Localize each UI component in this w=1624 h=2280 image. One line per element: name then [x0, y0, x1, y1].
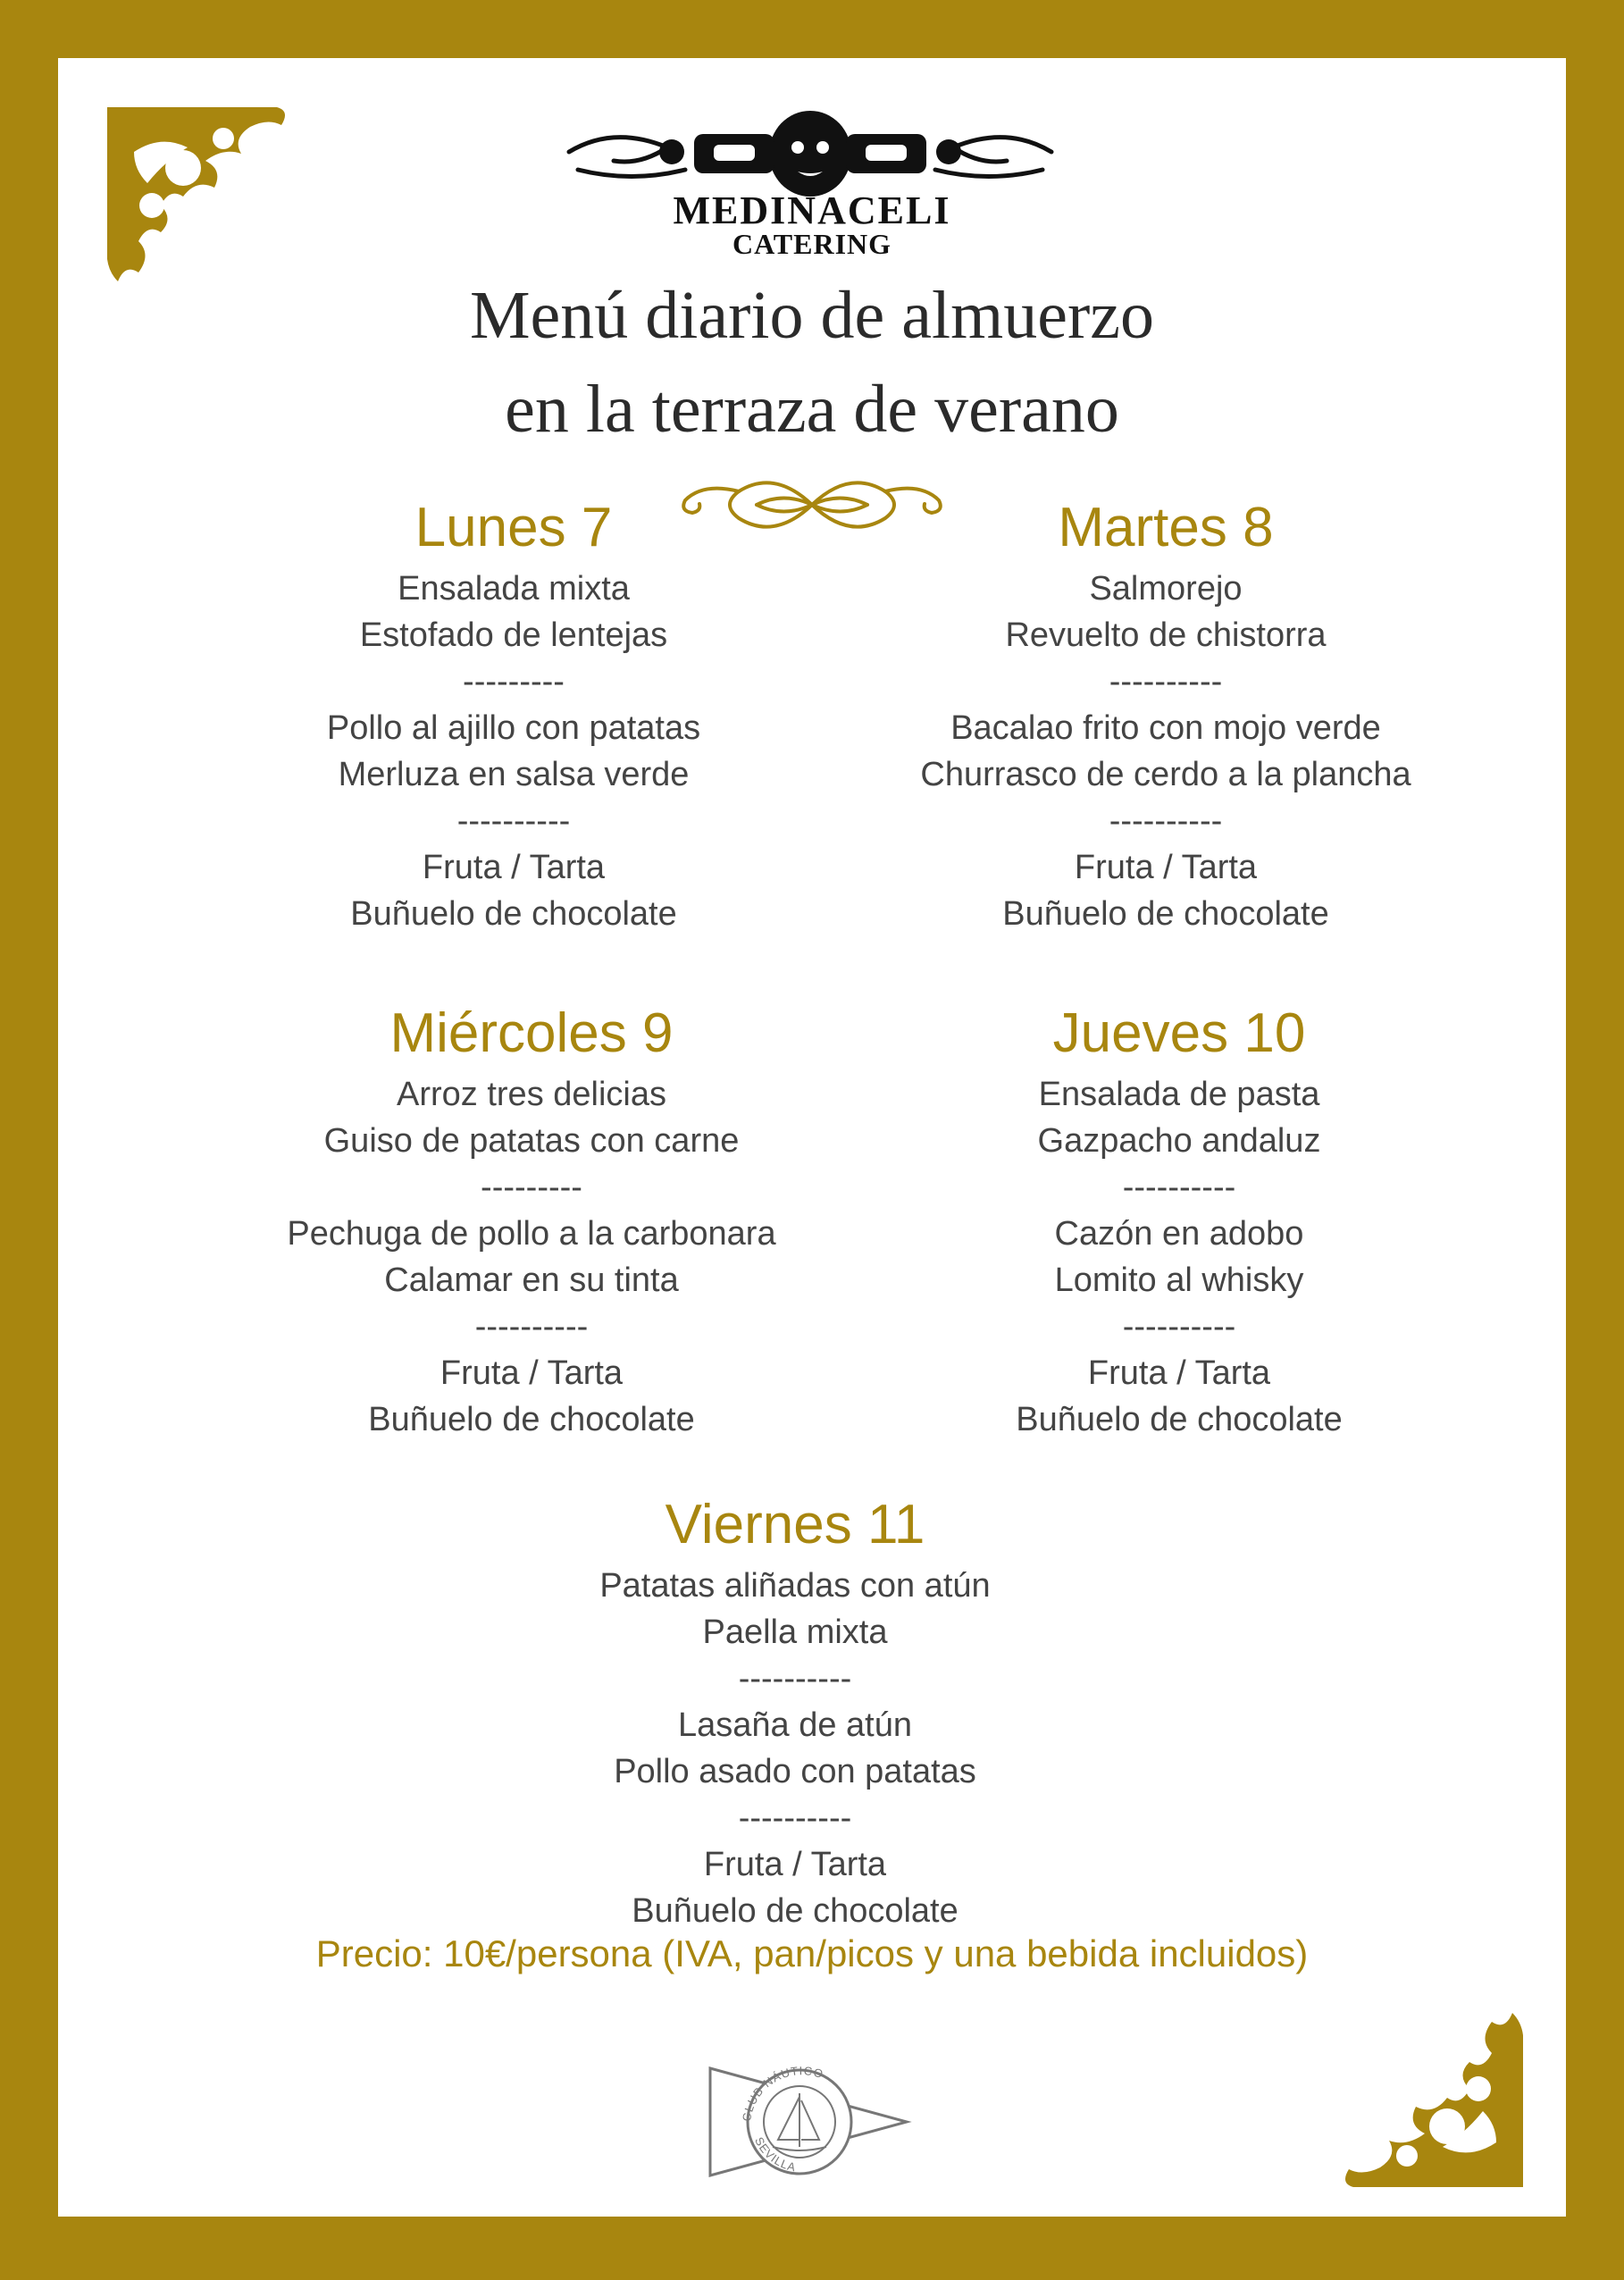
- price-note: Precio: 10€/persona (IVA, pan/picos y una bebida incluidos): [315, 1932, 1309, 1974]
- separator: ----------: [1109, 663, 1223, 700]
- corner-ornament-bottom-right: [1335, 1991, 1532, 2196]
- separator: ----------: [1122, 1308, 1236, 1345]
- menu-item: Buñuelo de chocolate: [368, 1401, 695, 1438]
- menu-item: Arroz tres delicias: [397, 1076, 666, 1113]
- day-thursday: [875, 1002, 1483, 1443]
- menu-item: Gazpacho andaluz: [1037, 1122, 1321, 1160]
- menu-item: Lasaña de atún: [677, 1706, 912, 1744]
- day-heading: Miércoles 9: [389, 1002, 674, 1064]
- separator: ----------: [1109, 802, 1223, 840]
- day-heading: Viernes 11: [665, 1494, 925, 1555]
- separator: ----------: [456, 802, 571, 840]
- menu-item: Buñuelo de chocolate: [1016, 1401, 1343, 1438]
- menu-item: Merluza en salsa verde: [338, 756, 690, 793]
- separator: ----------: [738, 1660, 852, 1697]
- menu-item: Ensalada mixta: [398, 570, 630, 608]
- menu-item: Fruta / Tarta: [439, 1354, 624, 1392]
- menu-item: Buñuelo de chocolate: [632, 1892, 958, 1930]
- menu-title-line-2: en la terraza de verano: [505, 372, 1119, 447]
- club-logo-top-text: CLUB NÁUTICO: [739, 2064, 825, 2123]
- menu-title-line-1: Menú diario de almuerzo: [469, 278, 1155, 353]
- day-heading: Lunes 7: [414, 497, 613, 558]
- menu-item: Paella mixta: [702, 1614, 888, 1651]
- separator: ---------: [481, 1169, 582, 1206]
- menu-item: Ensalada de pasta: [1038, 1076, 1320, 1113]
- menu-item: Lomito al whisky: [1054, 1262, 1304, 1299]
- menu-item: Cazón en adobo: [1054, 1215, 1304, 1253]
- menu-item: Revuelto de chistorra: [1005, 616, 1327, 654]
- separator: ----------: [1122, 1169, 1236, 1206]
- menu-item: Fruta / Tarta: [422, 849, 606, 886]
- brand-name: MEDINACELI: [673, 189, 951, 232]
- brand-subtitle: CATERING: [732, 228, 892, 260]
- separator: ---------: [463, 663, 565, 700]
- menu-item: Fruta / Tarta: [1074, 849, 1258, 886]
- menu-item: Estofado de lentejas: [359, 616, 668, 654]
- separator: ----------: [474, 1308, 589, 1345]
- day-heading: Martes 8: [1058, 497, 1274, 558]
- menu-item: Salmorejo: [1089, 570, 1243, 608]
- day-monday: [210, 496, 817, 937]
- menu-item: Pollo asado con patatas: [614, 1753, 976, 1790]
- club-logo-bottom-text: SEVILLA: [752, 2134, 798, 2175]
- day-tuesday: [862, 496, 1469, 937]
- menu-item: Guiso de patatas con carne: [323, 1122, 740, 1160]
- club-nautico-logo: [701, 2050, 916, 2193]
- menu-item: Fruta / Tarta: [1087, 1354, 1271, 1392]
- day-friday: [491, 1493, 1099, 1934]
- menu-item: Calamar en su tinta: [384, 1262, 679, 1299]
- menu-item: Pechuga de pollo a la carbonara: [287, 1215, 776, 1253]
- day-wednesday: [228, 1002, 835, 1443]
- separator: ----------: [738, 1799, 852, 1837]
- menu-item: Churrasco de cerdo a la plancha: [920, 756, 1411, 793]
- menu-item: Buñuelo de chocolate: [1002, 895, 1329, 933]
- menu-item: Pollo al ajillo con patatas: [326, 709, 701, 747]
- day-heading: Jueves 10: [1052, 1002, 1306, 1064]
- menu-item: Fruta / Tarta: [703, 1846, 887, 1883]
- menu-item: Bacalao frito con mojo verde: [950, 709, 1381, 747]
- menu-item: Patatas aliñadas con atún: [599, 1567, 991, 1605]
- menu-card: [58, 58, 1566, 2217]
- menu-item: Buñuelo de chocolate: [350, 895, 677, 933]
